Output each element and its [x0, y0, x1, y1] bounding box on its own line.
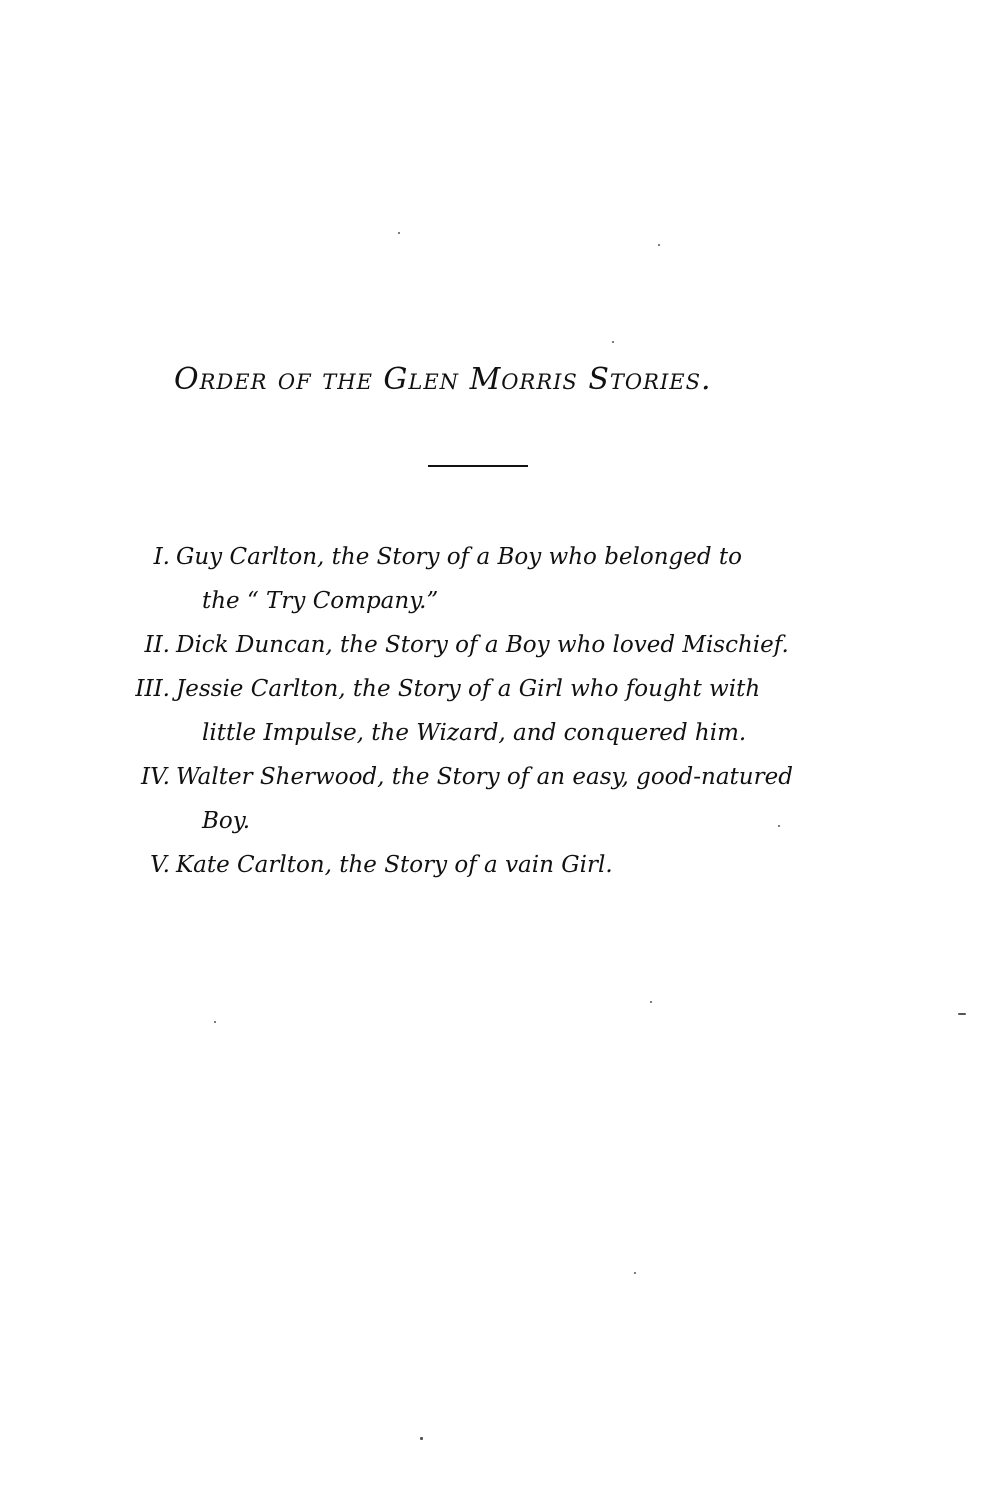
story-text	[176, 535, 850, 623]
title-rule	[428, 465, 528, 467]
story-line: Boy.	[202, 808, 250, 834]
print-speck	[634, 1272, 636, 1274]
print-speck	[958, 1013, 966, 1015]
story-line: Kate Carlton, the Story of a vain Girl.	[176, 852, 613, 878]
print-speck	[214, 1021, 216, 1023]
print-speck	[778, 825, 780, 827]
story-line: Walter Sherwood, the Story of an easy, good-natured	[176, 764, 793, 790]
story-line: Guy Carlton, the Story of a Boy who belonged to	[176, 544, 743, 570]
story-numeral: IV.	[141, 764, 170, 790]
story-text	[176, 667, 850, 755]
story-numeral: I.	[153, 544, 170, 570]
story-entry	[110, 623, 850, 667]
page-title: Order of the Glen Morris Stories.	[174, 362, 712, 397]
print-speck	[612, 341, 614, 343]
story-line: the “ Try Company.”	[202, 588, 439, 614]
story-entry	[110, 667, 850, 755]
print-speck	[398, 232, 400, 234]
story-numeral: V.	[150, 852, 170, 878]
story-numeral: III.	[135, 676, 170, 702]
story-list	[110, 535, 850, 887]
story-line: Jessie Carlton, the Story of a Girl who fought with	[176, 676, 761, 702]
story-entry	[110, 535, 850, 623]
story-numeral: II.	[144, 632, 170, 658]
story-text	[176, 843, 850, 887]
story-text	[176, 755, 850, 843]
story-text	[176, 623, 850, 667]
print-speck	[658, 244, 660, 246]
print-speck	[420, 1437, 423, 1440]
story-line: little Impulse, the Wizard, and conquered him.	[202, 720, 747, 746]
story-line: Dick Duncan, the Story of a Boy who loved Mischief.	[176, 632, 789, 658]
print-speck	[650, 1001, 652, 1003]
story-entry	[110, 843, 850, 887]
story-entry	[110, 755, 850, 843]
